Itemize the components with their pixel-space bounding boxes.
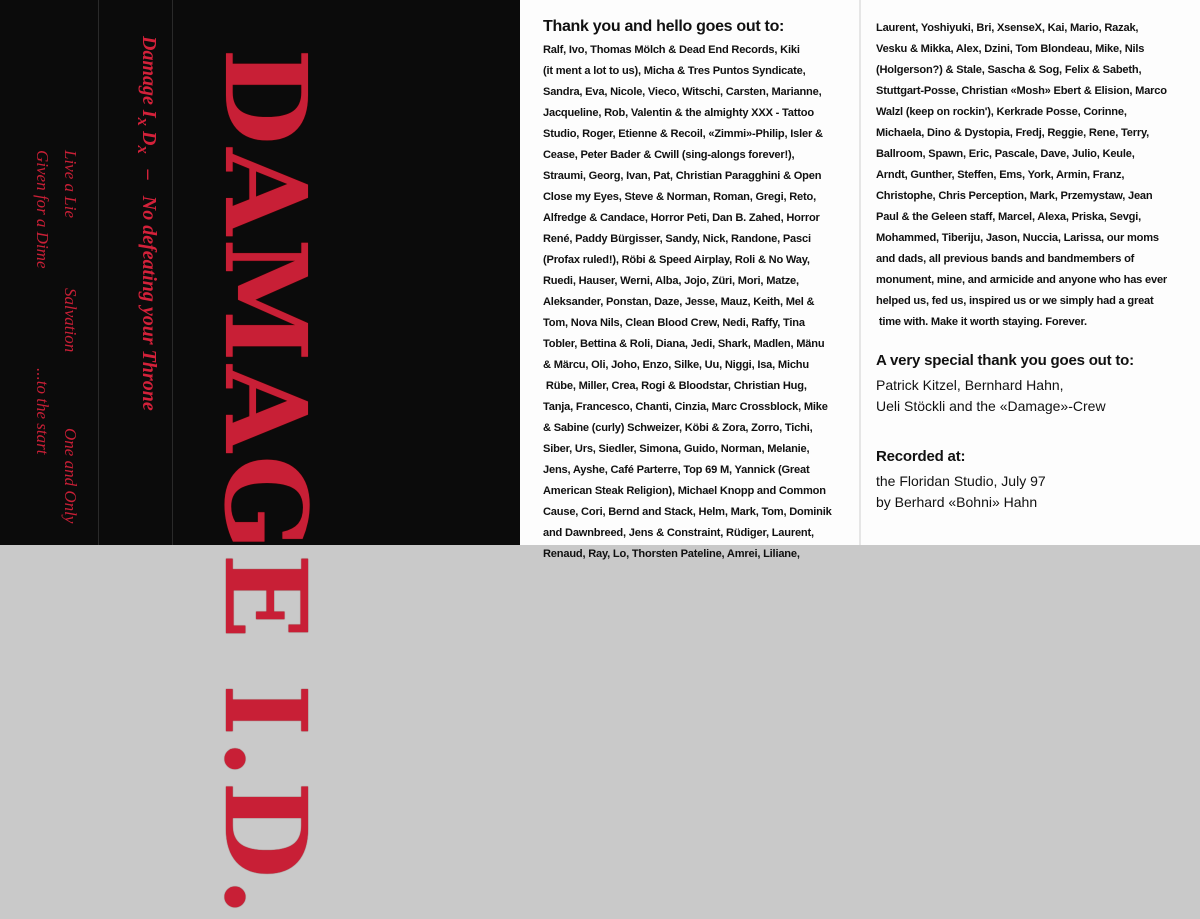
thanks-line: Rübe, Miller, Crea, Rogi & Bloodstar, Christian Hug, — [543, 380, 807, 392]
thanks-line: Tom, Nova Nils, Clean Blood Crew, Nedi, Raffy, Tina — [543, 317, 805, 329]
thanks-line: Jacqueline, Rob, Valentin & the almighty XXX - Tattoo — [543, 107, 814, 119]
thanks-line: Tobler, Bettina & Roli, Diana, Jedi, Shark, Madlen, Mänu — [543, 338, 825, 350]
thanks-line: Walzl (keep on rockin'), Kerkrade Posse, Corinne, — [876, 106, 1127, 118]
thanks-line: (it ment a lot to us), Micha & Tres Puntos Syndicate, — [543, 65, 806, 77]
thanks-line: Stuttgart-Posse, Christian «Mosh» Ebert & Elision, Marco — [876, 85, 1167, 97]
thanks-line: monument, mine, and armicide and anyone who has ever — [876, 274, 1168, 286]
tracklist-line-1 — [60, 150, 80, 523]
thanks-line: (Holgerson?) & Stale, Sascha & Sog, Felix & Sabeth, — [876, 64, 1142, 76]
spine-separator: – — [138, 169, 160, 180]
special-thanks-block — [876, 352, 1134, 417]
thanks-line: Michaela, Dino & Dystopia, Fredj, Reggie, Rene, Terry, — [876, 127, 1149, 139]
band-logo: DAMAGE I.D. — [199, 48, 330, 919]
spine-text — [133, 36, 160, 411]
thanks-line: Cause, Cori, Bernd and Stack, Helm, Mark, Tom, Dominik — [543, 506, 832, 518]
thanks-line: René, Paddy Bürgisser, Sandy, Nick, Randone, Pasci — [543, 233, 811, 245]
thanks-line: time with. Make it worth staying. Forever. — [876, 316, 1087, 328]
jcard-front — [0, 0, 520, 919]
panel-left — [520, 0, 859, 560]
thanks-line: (Profax ruled!), Röbi & Speed Airplay, Roli & No Way, — [543, 254, 810, 266]
special-thanks-heading: A very special thank you goes out to: — [876, 352, 1134, 369]
thanks-line: Jens, Ayshe, Café Parterre, Top 69 M, Yannick (Great — [543, 464, 810, 476]
thanks-line: Tanja, Francesco, Chanti, Cinzia, Marc Crossblock, Mike — [543, 401, 828, 413]
fold-line-1 — [98, 0, 99, 545]
thanks-line: Alfredge & Candace, Horror Peti, Dan B. Zahed, Horror — [543, 212, 820, 224]
thanks-line: and dads, all previous bands and bandmembers of — [876, 253, 1135, 265]
thanks-list-right — [876, 18, 1192, 333]
thanks-line: Paul & the Geleen staff, Marcel, Alexa, Priska, Sevgi, — [876, 211, 1142, 223]
thanks-line: & Märcu, Oli, Joho, Enzo, Silke, Uu, Niggi, Isa, Michu — [543, 359, 809, 371]
thanks-line: Close my Eyes, Steve & Norman, Roman, Gregi, Reto, — [543, 191, 816, 203]
thanks-line: helped us, fed us, inspired us or we simply had a great — [876, 295, 1154, 307]
thanks-line: Renaud, Ray, Lo, Thorsten Pateline, Amrei, Liliane, — [543, 548, 800, 560]
thanks-line: Sandra, Eva, Nicole, Vieco, Witschi, Carsten, Marianne, — [543, 86, 822, 98]
thanks-line: Ruedi, Hauser, Werni, Alba, Jojo, Züri, Mori, Matze, — [543, 275, 799, 287]
track-title: Salvation — [61, 288, 80, 353]
thanks-line: Studio, Roger, Etienne & Recoil, «Zimmi»-Philip, Isler & — [543, 128, 823, 140]
recorded-line: by Berhard «Bohni» Hahn — [876, 494, 1038, 510]
special-thanks-line: Ueli Stöckli and the «Damage»-Crew — [876, 398, 1106, 414]
thanks-line: Arndt, Gunther, Steffen, Ems, York, Armin, Franz, — [876, 169, 1125, 181]
special-thanks-line: Patrick Kitzel, Bernhard Hahn, — [876, 377, 1064, 393]
insert-inner — [520, 0, 1200, 560]
recorded-heading: Recorded at: — [876, 448, 966, 465]
thanks-line: Mohammed, Tiberiju, Jason, Nuccia, Larissa, our moms — [876, 232, 1159, 244]
tracklist-line-2 — [32, 150, 52, 454]
track-title: Given for a Dime — [33, 150, 52, 269]
track-title: ...to the start — [33, 368, 52, 455]
recording-credits-block — [876, 448, 1046, 513]
fold-line-2 — [172, 0, 173, 545]
thanks-line: Laurent, Yoshiyuki, Bri, XsenseX, Kai, Mario, Razak, — [876, 22, 1139, 34]
thanks-line: Christophe, Chris Perception, Mark, Przemystaw, Jean — [876, 190, 1153, 202]
thanks-line: Aleksander, Ponstan, Daze, Jesse, Mauz, Keith, Mel & — [543, 296, 815, 308]
panel-right — [861, 0, 1200, 545]
thanks-line: and Dawnbreed, Jens & Constraint, Rüdiger, Laurent, — [543, 527, 814, 539]
thanks-heading: Thank you and hello goes out to: — [543, 18, 785, 35]
thanks-line: Straumi, Georg, Ivan, Pat, Christian Paragghini & Open — [543, 170, 822, 182]
thanks-line: Siber, Urs, Siedler, Simona, Guido, Norman, Melanie, — [543, 443, 810, 455]
thanks-line: & Sabine (curly) Schweizer, Köbi & Zora, Zorro, Tichi, — [543, 422, 813, 434]
thanks-line: American Steak Religion), Michael Knopp and Common — [543, 485, 826, 497]
thanks-line: Ballroom, Spawn, Eric, Pascale, Dave, Julio, Keule, — [876, 148, 1135, 160]
track-title: One and Only — [61, 428, 80, 524]
spine-band-name: Damage $I_x$ $D_x$ — [134, 36, 160, 154]
thanks-line: Cease, Peter Bader & Cwill (sing-alongs forever!), — [543, 149, 795, 161]
recorded-line: the Floridan Studio, July 97 — [876, 473, 1046, 489]
track-title: Live a Lie — [61, 150, 80, 218]
thanks-line: Ralf, Ivo, Thomas Mölch & Dead End Records, Kiki — [543, 44, 800, 56]
thanks-line: Vesku & Mikka, Alex, Dzini, Tom Blondeau, Mike, Nils — [876, 43, 1145, 55]
spine-album-title: No defeating your Throne — [138, 195, 160, 411]
thanks-list-left — [543, 40, 849, 565]
